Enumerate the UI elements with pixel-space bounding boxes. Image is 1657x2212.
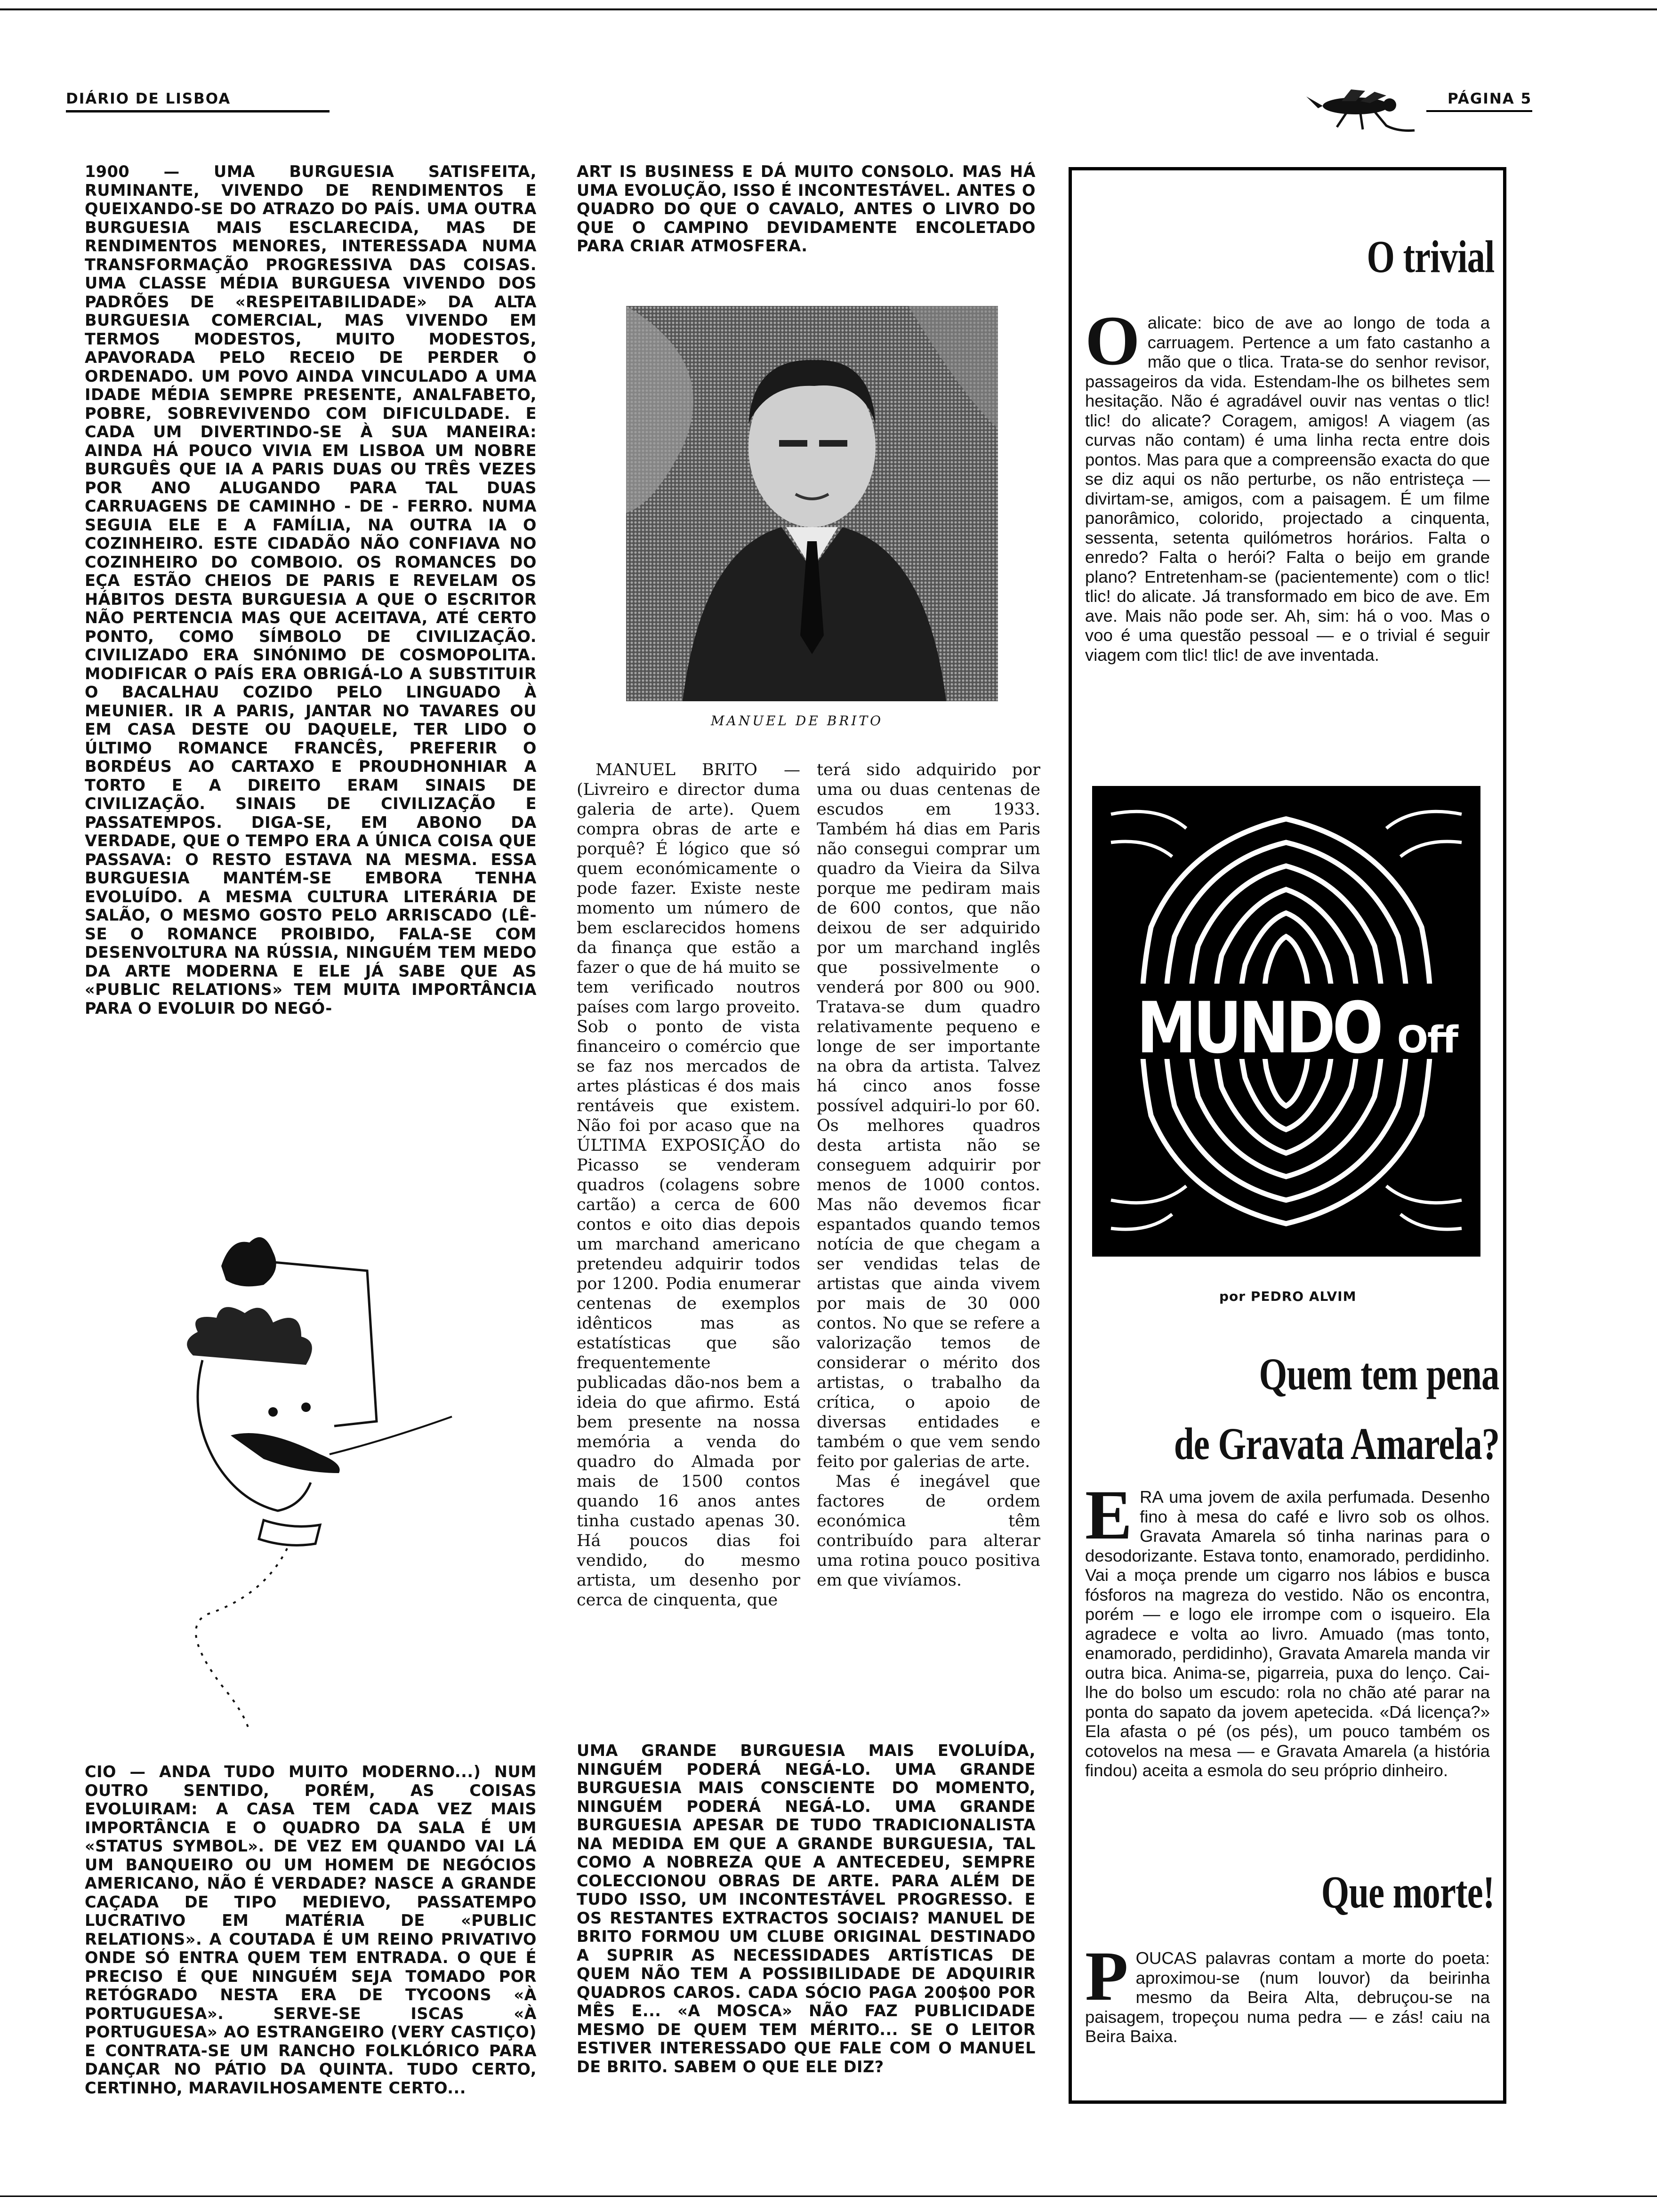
- gravata-title-line-1: Quem tem pena: [1259, 1349, 1499, 1399]
- header-rule-right: [1426, 110, 1532, 112]
- article-column-2-top: ART IS BUSINESS E DÁ MUITO CONSOLO. MAS HÁ UMA EVOLUÇÃO, ISSO É INCONTESTÁVEL. ANTES O QUADRO DO QUE O CAVALO, ANTES O LIVRO DO QUE O CAMPINO DEVIDAMENTE ENCOLETADO PARA CRIAR ATMOSFERA.: [577, 162, 1036, 255]
- gravata-title: [1083, 1346, 1499, 1485]
- newspaper-name: DIÁRIO DE LISBOA: [66, 90, 231, 107]
- photo-caption: MANUEL DE BRITO: [711, 713, 884, 729]
- byline: por PEDRO ALVIM: [1219, 1289, 1357, 1304]
- mundo-off-title: MUNDO Off: [1136, 987, 1457, 1069]
- morte-drop-cap: P: [1085, 1937, 1128, 2015]
- trivial-title: O trivial: [1367, 232, 1495, 282]
- article-column-1-bottom: CIO — ANDA TUDO MUITO MODERNO...) NUM OUTRO SENTIDO, PORÉM, AS COISAS EVOLUIRAM: A CASA TEM CADA VEZ MAIS IMPORTÂNCIA E O QUADRO DA SALA É UM «STATUS SYMBOL». DE VEZ EM QUANDO VAI LÁ UM BANQUEIRO OU UM HOMEM DE NEGÓCIOS AMERICANO, NÃO É VERDADE? NASCE A GRANDE CAÇADA DE TIPO MEDIEVO, PASSATEMPO LUCRATIVO EM MATÉRIA DE «PUBLIC RELATIONS». A COUTADA É UM REINO PRIVATIVO ONDE SÓ ENTRA QUEM TEM ENTRADA. O QUE É PRECISO É QUE NINGUÉM SEJA TOMADO POR RETÓGRADO NESTA ERA DE TYCOONS «À PORTUGUESA». SERVE-SE ISCAS «À PORTUGUESA» AO ESTRANGEIRO (VERY CASTIÇO) E CONTRATA-SE UM RANCHO FOLKLÓRICO PARA DANÇAR NO PÁTIO DA QUINTA. TUDO CERTO, CERTINHO, MARAVILHOSAMENTE CERTO...: [85, 1763, 537, 2097]
- gravata-drop-cap: E: [1085, 1476, 1133, 1554]
- interview-column-b: terá sido adquirido por uma ou duas centenas de escudos em 1933. Também há dias em Paris não consegui comprar um quadro da Vieira da Silva porque me pediram mais de 600 contos, que não deixou de ser adquirido por um marchand inglês que possivelmente o venderá por 800 ou 900. Tratava-se dum quadro relativamente pequeno e longe de ser importante na obra da artista. Talvez há cinco anos fosse possível adquiri-lo por 60. Os melhores quadros desta artista não se conseguem adquirir por menos de 1000 contos. Mas não devemos ficar espantados quando temos notícia de que chegam a ser vendidas telas de artistas que ainda vivem por mais de 30 000 contos. No que se refere a valorização temos de considerar o mérito dos artistas, o trabalho da crítica, o apoio de diversas entidades e também o que vem sendo feito por galerias de arte. Mas é inegável que factores de ordem económica têm contribuído para alterar uma rotina pouco positiva em que vivíamos.: [817, 761, 1040, 1590]
- trivial-text: O alicate: bico de ave ao longo de toda a carruagem. Pertence a um fato castanho a mão que o tlica. Trata-se do senhor revisor, passageiros da vida. Estendam-lhe os bilhetes sem hesitação. Não é agradável ouvir nas ventas o tlic! tlic! do alicate? Coragem, amigos! A viagem (as curvas não contam) é uma linha recta entre dois pontos. Mas para que a compreensão exacta do que se diz aqui os não perturbe, os não entristeça — divirtam-se, amigos, com a paisagem. É um filme panorâmico, colorido, projectado a cinquenta, sessenta, setenta quilómetros horários. Falta o enredo? Falta o herói? Falta o beijo em grande plano? Entretenham-se (pacientemente) com o tlic! tlic! do alicate. Já transformado em bico de ave. Em ave. Mais não pode ser. Ah, sim: há o voo. Mas o voo é uma questão pessoal — e o trivial é seguir viagem com tlic! tlic! de ave inventada.: [1085, 302, 1490, 665]
- interview-column-a: MANUEL BRITO —(Livreiro e director duma galeria de arte). Quem compra obras de arte e porquê? É lógico que só quem económicamente o pode fazer. Existe neste momento um número de bem esclarecidos homens da finança que estão a fazer o que de há muito se tem verificado noutros países com largo proveito. Sob o ponto de vista financeiro o comércio que se faz nos mercados de artes plásticas é dos mais rentáveis que existem. Não foi por acaso que na ÚLTIMA EXPOSIÇÃO do Picasso se venderam quadros (colagens sobre cartão) a cerca de 600 contos e oito dias depois um marchand americano pretendeu adquirir todos por 1200. Podia enumerar centenas de exemplos idênticos mas as estatísticas que são frequentemente publicadas dão-nos bem a ideia do que afirmo. Está bem presente na nossa memória a venda do quadro do Almada por mais de 1500 contos quando 16 anos antes tinha custado apenas 30. Há poucos dias foi vendido, do mesmo artista, um desenho por cerca de cinquenta, que: [577, 761, 800, 1610]
- gravata-title-line-2: de Gravata Amarela?: [1174, 1419, 1499, 1469]
- article-column-2-bottom: UMA GRANDE BURGUESIA MAIS EVOLUÍDA, NINGUÉM PODERÁ NEGÁ-LO. UMA GRANDE BURGUESIA MAIS CONSCIENTE DO MOMENTO, NINGUÉM PODERÁ NEGÁ-LO. UMA GRANDE BURGUESIA APESAR DE TUDO TRADICIONALISTA NA MEDIDA EM QUE A GRANDE BURGUESIA, TAL COMO A NOBREZA QUE A ANTECEDEU, SEMPRE COLECCIONOU OBRAS DE ARTE. PARA ALÉM DE TUDO ISSO, UM INCONTESTÁVEL PROGRESSO. E OS RESTANTES EXTRACTOS SOCIAIS? MANUEL DE BRITO FORMOU UM CLUBE ORIGINAL DESTINADO A SUPRIR AS NECESSIDADES ARTÍSTICAS DE QUEM NÃO TEM A POSSIBILIDADE DE ADQUIRIR QUADROS CAROS. CADA SÓCIO PAGA 200$00 POR MÊS E... «A MOSCA» NÃO FAZ PUBLICIDADE MESMO DE QUEM TEM MÉRITO... SE O LEITOR ESTIVER INTERESSADO QUE FALE COM O MANUEL DE BRITO. SABEM O QUE ELE DIZ?: [577, 1741, 1036, 2076]
- top-border-rule: [0, 8, 1657, 10]
- morte-title: Que morte!: [1321, 1867, 1495, 1918]
- fly-icon: [1304, 87, 1422, 134]
- trivial-drop-cap: O: [1085, 302, 1140, 380]
- bottom-border-rule: [0, 2196, 1657, 2197]
- manuel-de-brito-photo: [626, 306, 998, 701]
- article-column-1-top: 1900 — UMA BURGUESIA SATISFEITA, RUMINANTE, VIVENDO DE RENDIMENTOS E QUEIXANDO-SE DO ATRAZO DO PAÍS. UMA OUTRA BURGUESIA MAIS ESCLARECIDA, MAS DE RENDIMENTOS MENORES, INTERESSADA NUMA TRANSFORMAÇÃO PROGRESSIVA DAS COISAS. UMA CLASSE MÉDIA BURGUESA VIVENDO DOS PADRÕES DE «RESPEITABILIDADE» DA ALTA BURGUESIA COMERCIAL, MAS VIVENDO EM TERMOS MODESTOS, MUITO MODESTOS, APAVORADA PELO RECEIO DE PERDER O ORDENADO. UM POVO AINDA VINCULADO A UMA IDADE MÉDIA SEMPRE PRESENTE, ANALFABETO, POBRE, SOBREVIVENDO COM DIFICULDADE. E CADA UM DIVERTINDO-SE À SUA MANEIRA: AINDA HÁ POUCO VIVIA EM LISBOA UM NOBRE BURGUÊS QUE IA A PARIS DUAS OU TRÊS VEZES POR ANO ALUGANDO PARA TAL DUAS CARRUAGENS DE CAMINHO - DE - FERRO. NUMA SEGUIA ELE E A FAMÍLIA, NA OUTRA IA O COZINHEIRO. ESTE CIDADÃO NÃO CONFIAVA NO COZINHEIRO DO COMBOIO. OS ROMANCES DO EÇA ESTÃO CHEIOS DE PARIS E REVELAM OS HÁBITOS DESTA BURGUESIA A QUE O ESCRITOR NÃO PERTENCIA MAS QUE ACEITAVA, ATÉ CERTO PONTO, COMO SÍMBOLO DE CIVILIZAÇÃO. CIVILIZADO ERA SINÓNIMO DE COSMOPOLITA. MODIFICAR O PAÍS ERA OBRIGÁ-LO A SUBSTITUIR O BACALHAU COZIDO PELO LINGUADO À MEUNIER. IR A PARIS, JANTAR NO TAVARES OU EM CASA DESTE OU DAQUELE, TER LIDO O ÚLTIMO ROMANCE FRANCÊS, PREFERIR O BORDÉUS AO CARTAXO E PROUDHONHIAR A TORTO E A DIREITO ERAM SINAIS DE CIVILIZAÇÃO. SINAIS DE CIVILIZAÇÃO E PASSATEMPOS. DIGA-SE, EM ABONO DA VERDADE, QUE O TEMPO ERA A ÚNICA COISA QUE PASSAVA: O RESTO ESTAVA NA MESMA. ESSA BURGUESIA MANTÉM-SE EMBORA TENHA EVOLUÍDO. A MESMA CULTURA LITERÁRIA DE SALÃO, O MESMO GOSTO PELO ARRISCADO (LÊ-SE O ROMANCE PROIBIDO, FALA-SE COM DESENVOLTURA NA RÚSSIA, NINGUÉM TEM MEDO DA ARTE MODERNA E ELE JÁ SABE QUE AS «PUBLIC RELATIONS» TEM MUITA IMPORTÂNCIA PARA O EVOLUIR DO NEGÓ-: [85, 162, 537, 1018]
- header-rule-left: [66, 110, 330, 112]
- caricature-illustration: [122, 1219, 480, 1737]
- morte-text: P OUCAS palavras contam a morte do poeta: aproximou-se (num louvor) da beirinha mesmo da Beira Alta, debruçou-se na paisagem, tropeçou numa pedra — e zás! caiu na Beira Baixa.: [1085, 1937, 1490, 2046]
- page-number: PÁGINA 5: [1448, 90, 1532, 107]
- gravata-text: E RA uma jovem de axila perfumada. Desenho fino à mesa do café e livro sob os olhos. Gravata Amarela só tinha narinas para o desodorizante. Estava tonto, enamorado, perdidinho. Vai a moça prende um cigarro nos lábios e busca fósforos na magreza do vestido. Não os encontra, porém — e logo ele irrompe com o isqueiro. Ela agradece e volta ao livro. Amuado (mas tonto, enamorado, perdidinho), Gravata Amarela manda vir outra bica. Anima-se, pigarreia, puxa do lenço. Cai-lhe do bolso um escudo: rola no chão até parar na ponta do sapato da jovem apetecida. «Dá licença?» Ela afasta o pé (os pés), um pouco também os cotovelos na mesa — e Gravata Amarela (a história findou) aceita a esmola do seu próprio dinheiro.: [1085, 1476, 1490, 1780]
- mundo-off-graphic: [1092, 786, 1480, 1257]
